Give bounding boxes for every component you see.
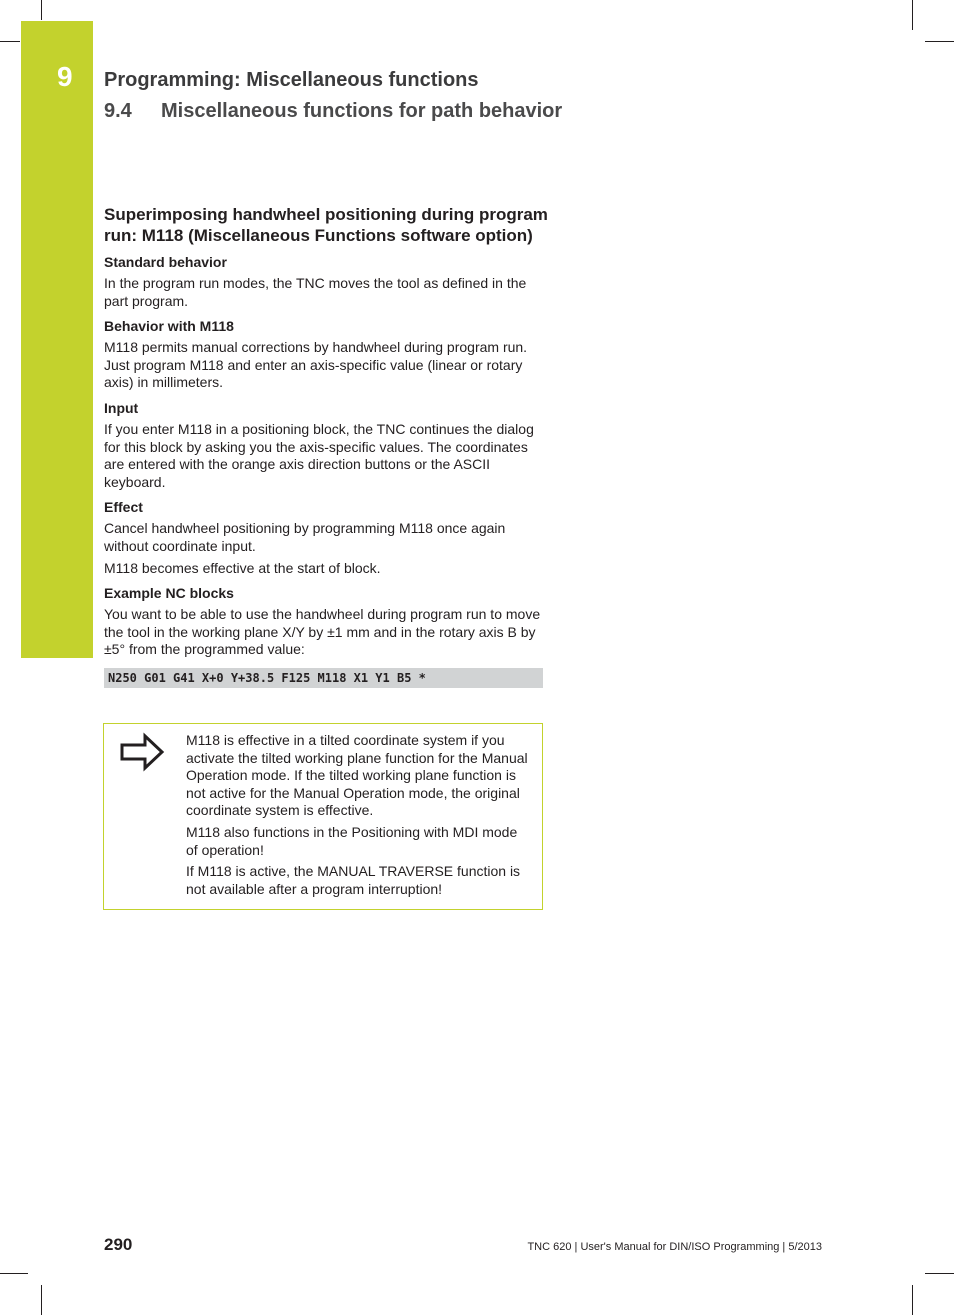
paragraph: You want to be able to use the handwheel during program run to move the tool in the working plane X/Y by ±1 mm and in the rotary axis B by ±5° from the programmed value: [104,606,541,658]
paragraph: Cancel handwheel positioning by programming M118 once again without coordinate input. [104,520,506,554]
chapter-tab [21,21,93,658]
arrow-right-icon [119,732,165,772]
paragraph: If you enter M118 in a positioning block, the TNC continues the dialog for this block by asking you the axis-specific values. The coordinates are entered with the orange axis direction buttons or the ASCII keyboard. [104,420,534,490]
note-text [186,732,531,902]
section-number: 9.4 [104,100,132,122]
page-title: Superimposing handwheel positioning during program run: M118 (Miscellaneous Functions software option) [104,205,548,245]
crop-mark [0,41,20,42]
paragraph: In the program run modes, the TNC moves the tool as defined in the part program. [104,275,527,309]
note-box [103,723,543,910]
note-paragraph: If M118 is active, the MANUAL TRAVERSE function is not available after a program interruption! [186,863,521,897]
section-title: Miscellaneous functions for path behavior [161,100,563,122]
main-content [104,204,548,688]
crop-mark [912,1285,913,1315]
subheading: Behavior with M118 [104,318,234,335]
footer-text: TNC 620 | User's Manual for DIN/ISO Programming | 5/2013 [527,1241,822,1253]
crop-mark [0,1273,28,1274]
chapter-title: Programming: Miscellaneous functions [104,69,479,91]
nc-code-block: N250 G01 G41 X+0 Y+38.5 F125 M118 X1 Y1 B5 * [104,668,543,688]
subheading: Effect [104,499,143,516]
subheading: Input [104,399,139,416]
chapter-number: 9 [57,61,73,92]
crop-mark [41,1285,42,1315]
section-heading [104,97,562,125]
crop-mark [41,0,42,20]
subheading: Standard behavior [104,254,227,270]
page-number: 290 [104,1235,133,1254]
subheading: Example NC blocks [104,585,234,602]
paragraph: M118 permits manual corrections by handwheel during program run. Just program M118 and enter an axis-specific value (linear or rotary axis) in millimeters. [104,339,528,391]
note-paragraph: M118 also functions in the Positioning with MDI mode of operation! [186,823,518,858]
note-paragraph: M118 is effective in a tilted coordinate system if you activate the tilted working plane function for the Manual Operation mode. If the tilted working plane function is not active for the Manual Operation mode, the original coordinate system is effective. [186,732,528,819]
crop-mark [912,0,913,30]
crop-mark [925,1273,954,1274]
paragraph: M118 becomes effective at the start of block. [104,559,381,576]
crop-mark [925,41,954,42]
